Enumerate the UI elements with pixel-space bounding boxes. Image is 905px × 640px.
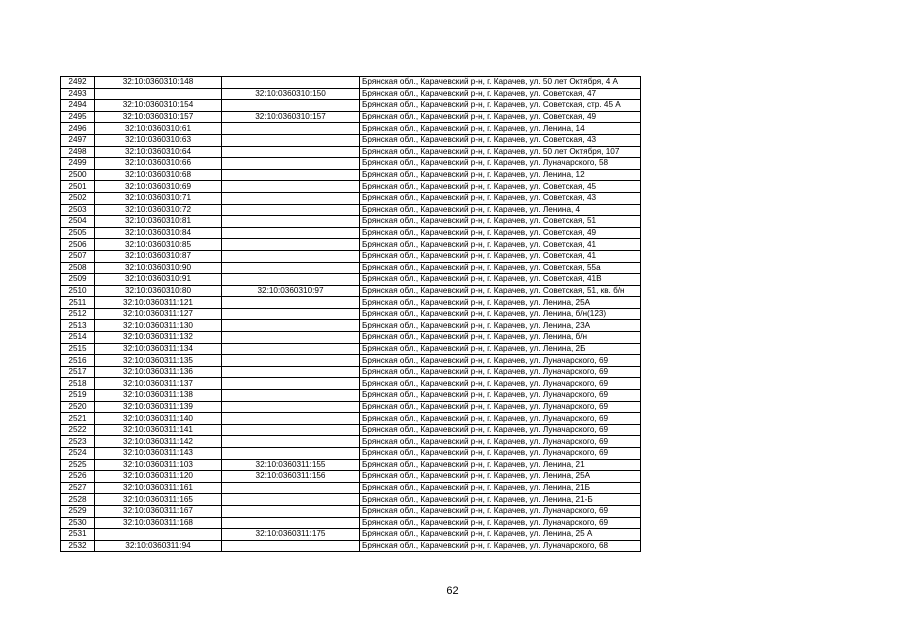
address-cell: Брянская обл., Карачевский р-н, г. Карачев, ул. Ленина, 21Б [360, 482, 641, 494]
linked-cadastral-number-cell [222, 158, 360, 170]
table-row [61, 540, 641, 552]
linked-cadastral-number-cell [222, 448, 360, 460]
cadastral-number-cell: 32:10:0360311:161 [95, 482, 222, 494]
row-number-cell: 2523 [61, 436, 95, 448]
row-number-cell: 2504 [61, 216, 95, 228]
cadastral-number-cell: 32:10:0360310:85 [95, 239, 222, 251]
table-row [61, 343, 641, 355]
table-row [61, 471, 641, 483]
row-number-cell: 2495 [61, 111, 95, 123]
address-cell: Брянская обл., Карачевский р-н, г. Карачев, ул. Луначарского, 68 [360, 540, 641, 552]
row-number-cell: 2516 [61, 355, 95, 367]
address-cell: Брянская обл., Карачевский р-н, г. Карачев, ул. Советская, 43 [360, 192, 641, 204]
linked-cadastral-number-cell [222, 216, 360, 228]
row-number-cell: 2514 [61, 332, 95, 344]
linked-cadastral-number-cell [222, 540, 360, 552]
row-number-cell: 2501 [61, 181, 95, 193]
linked-cadastral-number-cell [222, 343, 360, 355]
table-row [61, 401, 641, 413]
address-cell: Брянская обл., Карачевский р-н, г. Карачев, ул. Луначарского, 69 [360, 505, 641, 517]
table-row [61, 285, 641, 297]
cadastral-number-cell: 32:10:0360311:127 [95, 308, 222, 320]
address-cell: Брянская обл., Карачевский р-н, г. Карачев, ул. Луначарского, 58 [360, 158, 641, 170]
address-cell: Брянская обл., Карачевский р-н, г. Карачев, ул. Луначарского, 69 [360, 517, 641, 529]
table-row [61, 529, 641, 541]
table-row [61, 308, 641, 320]
cadastral-number-cell: 32:10:0360311:103 [95, 459, 222, 471]
linked-cadastral-number-cell [222, 413, 360, 425]
row-number-cell: 2532 [61, 540, 95, 552]
linked-cadastral-number-cell: 32:10:0360311:175 [222, 529, 360, 541]
table-row [61, 204, 641, 216]
cadastral-number-cell: 32:10:0360311:135 [95, 355, 222, 367]
linked-cadastral-number-cell [222, 378, 360, 390]
row-number-cell: 2515 [61, 343, 95, 355]
row-number-cell: 2531 [61, 529, 95, 541]
linked-cadastral-number-cell [222, 262, 360, 274]
row-number-cell: 2499 [61, 158, 95, 170]
table-row [61, 111, 641, 123]
cadastral-number-cell [95, 88, 222, 100]
cadastral-number-cell: 32:10:0360311:130 [95, 320, 222, 332]
cadastral-number-cell: 32:10:0360311:120 [95, 471, 222, 483]
cadastral-number-cell: 32:10:0360311:142 [95, 436, 222, 448]
address-cell: Брянская обл., Карачевский р-н, г. Карачев, ул. Луначарского, 69 [360, 436, 641, 448]
linked-cadastral-number-cell [222, 366, 360, 378]
row-number-cell: 2521 [61, 413, 95, 425]
cadastral-number-cell: 32:10:0360311:136 [95, 366, 222, 378]
linked-cadastral-number-cell [222, 436, 360, 448]
row-number-cell: 2529 [61, 505, 95, 517]
cadastral-number-cell: 32:10:0360311:94 [95, 540, 222, 552]
address-cell: Брянская обл., Карачевский р-н, г. Карачев, ул. Советская, 49 [360, 227, 641, 239]
address-cell: Брянская обл., Карачевский р-н, г. Карачев, ул. Советская, стр. 45 А [360, 100, 641, 112]
table-row [61, 378, 641, 390]
table-row [61, 505, 641, 517]
page-number: 62 [446, 585, 459, 597]
cadastral-number-cell: 32:10:0360310:71 [95, 192, 222, 204]
table-row [61, 517, 641, 529]
address-cell: Брянская обл., Карачевский р-н, г. Карачев, ул. Ленина, 4 [360, 204, 641, 216]
table-row [61, 158, 641, 170]
row-number-cell: 2522 [61, 424, 95, 436]
table-row [61, 355, 641, 367]
address-cell: Брянская обл., Карачевский р-н, г. Карачев, ул. 50 лет Октября, 107 [360, 146, 641, 158]
row-number-cell: 2510 [61, 285, 95, 297]
table-row [61, 332, 641, 344]
row-number-cell: 2493 [61, 88, 95, 100]
linked-cadastral-number-cell [222, 297, 360, 309]
cadastral-number-cell: 32:10:0360310:80 [95, 285, 222, 297]
linked-cadastral-number-cell [222, 227, 360, 239]
address-cell: Брянская обл., Карачевский р-н, г. Карачев, ул. Ленина, б/н(123) [360, 308, 641, 320]
cadastral-number-cell: 32:10:0360311:137 [95, 378, 222, 390]
cadastral-number-cell: 32:10:0360310:87 [95, 250, 222, 262]
table-row [61, 146, 641, 158]
address-cell: Брянская обл., Карачевский р-н, г. Карачев, ул. Ленина, 12 [360, 169, 641, 181]
linked-cadastral-number-cell [222, 100, 360, 112]
address-cell: Брянская обл., Карачевский р-н, г. Карачев, ул. Луначарского, 69 [360, 424, 641, 436]
linked-cadastral-number-cell [222, 424, 360, 436]
linked-cadastral-number-cell [222, 355, 360, 367]
cadastral-number-cell: 32:10:0360311:138 [95, 390, 222, 402]
row-number-cell: 2498 [61, 146, 95, 158]
linked-cadastral-number-cell: 32:10:0360311:156 [222, 471, 360, 483]
linked-cadastral-number-cell [222, 401, 360, 413]
cadastral-number-cell: 32:10:0360310:63 [95, 134, 222, 146]
table-row [61, 250, 641, 262]
address-cell: Брянская обл., Карачевский р-н, г. Карачев, ул. Советская, 55а [360, 262, 641, 274]
cadastral-number-cell: 32:10:0360311:140 [95, 413, 222, 425]
row-number-cell: 2513 [61, 320, 95, 332]
linked-cadastral-number-cell [222, 494, 360, 506]
row-number-cell: 2511 [61, 297, 95, 309]
cadastral-number-cell: 32:10:0360310:90 [95, 262, 222, 274]
address-cell: Брянская обл., Карачевский р-н, г. Карачев, ул. Луначарского, 69 [360, 378, 641, 390]
address-cell: Брянская обл., Карачевский р-н, г. Карачев, ул. Советская, 51 [360, 216, 641, 228]
row-number-cell: 2492 [61, 77, 95, 89]
table-row [61, 181, 641, 193]
linked-cadastral-number-cell [222, 332, 360, 344]
address-cell: Брянская обл., Карачевский р-н, г. Карачев, ул. Луначарского, 69 [360, 448, 641, 460]
row-number-cell: 2526 [61, 471, 95, 483]
row-number-cell: 2502 [61, 192, 95, 204]
cadastral-number-cell: 32:10:0360310:81 [95, 216, 222, 228]
row-number-cell: 2527 [61, 482, 95, 494]
table-row [61, 216, 641, 228]
cadastral-number-cell: 32:10:0360311:167 [95, 505, 222, 517]
cadastral-number-cell: 32:10:0360310:64 [95, 146, 222, 158]
row-number-cell: 2518 [61, 378, 95, 390]
address-cell: Брянская обл., Карачевский р-н, г. Карачев, ул. Ленина, 25 А [360, 529, 641, 541]
linked-cadastral-number-cell [222, 320, 360, 332]
table-row [61, 274, 641, 286]
linked-cadastral-number-cell [222, 204, 360, 216]
cadastral-number-cell [95, 529, 222, 541]
address-cell: Брянская обл., Карачевский р-н, г. Карачев, ул. Ленина, 2Б [360, 343, 641, 355]
row-number-cell: 2506 [61, 239, 95, 251]
address-cell: Брянская обл., Карачевский р-н, г. Карачев, ул. Ленина, 25А [360, 297, 641, 309]
table-row [61, 192, 641, 204]
table-row [61, 366, 641, 378]
table-row [61, 297, 641, 309]
table-row [61, 494, 641, 506]
linked-cadastral-number-cell [222, 482, 360, 494]
row-number-cell: 2494 [61, 100, 95, 112]
address-cell: Брянская обл., Карачевский р-н, г. Карачев, ул. Советская, 41 [360, 250, 641, 262]
address-cell: Брянская обл., Карачевский р-н, г. Карачев, ул. Ленина, 14 [360, 123, 641, 135]
row-number-cell: 2508 [61, 262, 95, 274]
linked-cadastral-number-cell [222, 517, 360, 529]
table-row [61, 100, 641, 112]
table-row [61, 262, 641, 274]
cadastral-number-cell: 32:10:0360310:84 [95, 227, 222, 239]
cadastral-number-cell: 32:10:0360310:69 [95, 181, 222, 193]
table-row [61, 448, 641, 460]
row-number-cell: 2525 [61, 459, 95, 471]
row-number-cell: 2505 [61, 227, 95, 239]
address-cell: Брянская обл., Карачевский р-н, г. Карачев, ул. Ленина, 21 [360, 459, 641, 471]
table-row [61, 459, 641, 471]
cadastral-number-cell: 32:10:0360311:132 [95, 332, 222, 344]
linked-cadastral-number-cell [222, 146, 360, 158]
row-number-cell: 2503 [61, 204, 95, 216]
cadastral-number-cell: 32:10:0360310:148 [95, 77, 222, 89]
row-number-cell: 2500 [61, 169, 95, 181]
address-cell: Брянская обл., Карачевский р-н, г. Карачев, ул. Советская, 41 [360, 239, 641, 251]
cadastral-number-cell: 32:10:0360311:168 [95, 517, 222, 529]
address-cell: Брянская обл., Карачевский р-н, г. Карачев, ул. Советская, 47 [360, 88, 641, 100]
row-number-cell: 2496 [61, 123, 95, 135]
linked-cadastral-number-cell [222, 134, 360, 146]
cadastral-number-cell: 32:10:0360311:141 [95, 424, 222, 436]
address-cell: Брянская обл., Карачевский р-н, г. Карачев, ул. Луначарского, 69 [360, 355, 641, 367]
address-cell: Брянская обл., Карачевский р-н, г. Карачев, ул. Советская, 41В [360, 274, 641, 286]
table-row [61, 227, 641, 239]
address-cell: Брянская обл., Карачевский р-н, г. Карачев, ул. Ленина, 21-Б [360, 494, 641, 506]
address-cell: Брянская обл., Карачевский р-н, г. Карачев, ул. Луначарского, 69 [360, 366, 641, 378]
linked-cadastral-number-cell: 32:10:0360310:97 [222, 285, 360, 297]
table-row [61, 88, 641, 100]
cadastral-number-cell: 32:10:0360310:157 [95, 111, 222, 123]
row-number-cell: 2519 [61, 390, 95, 402]
table-row [61, 169, 641, 181]
address-cell: Брянская обл., Карачевский р-н, г. Карачев, ул. Советская, 43 [360, 134, 641, 146]
row-number-cell: 2512 [61, 308, 95, 320]
linked-cadastral-number-cell [222, 192, 360, 204]
table-row [61, 482, 641, 494]
row-number-cell: 2530 [61, 517, 95, 529]
table-row [61, 123, 641, 135]
row-number-cell: 2507 [61, 250, 95, 262]
linked-cadastral-number-cell [222, 169, 360, 181]
address-cell: Брянская обл., Карачевский р-н, г. Карачев, ул. Луначарского, 69 [360, 413, 641, 425]
table-row [61, 77, 641, 89]
table-row [61, 390, 641, 402]
address-cell: Брянская обл., Карачевский р-н, г. Карачев, ул. Луначарского, 69 [360, 390, 641, 402]
table-row [61, 413, 641, 425]
linked-cadastral-number-cell [222, 239, 360, 251]
table-body [61, 77, 641, 552]
cadastral-number-cell: 32:10:0360310:72 [95, 204, 222, 216]
address-cell: Брянская обл., Карачевский р-н, г. Карачев, ул. Ленина, 23А [360, 320, 641, 332]
row-number-cell: 2497 [61, 134, 95, 146]
address-cell: Брянская обл., Карачевский р-н, г. Карачев, ул. Советская, 49 [360, 111, 641, 123]
row-number-cell: 2509 [61, 274, 95, 286]
cadastral-number-cell: 32:10:0360311:121 [95, 297, 222, 309]
address-cell: Брянская обл., Карачевский р-н, г. Карачев, ул. Советская, 45 [360, 181, 641, 193]
address-cell: Брянская обл., Карачевский р-н, г. Карачев, ул. Советская, 51, кв. б/н [360, 285, 641, 297]
linked-cadastral-number-cell [222, 77, 360, 89]
address-cell: Брянская обл., Карачевский р-н, г. Карачев, ул. Ленина, 25А [360, 471, 641, 483]
row-number-cell: 2520 [61, 401, 95, 413]
linked-cadastral-number-cell [222, 274, 360, 286]
cadastral-number-cell: 32:10:0360310:61 [95, 123, 222, 135]
linked-cadastral-number-cell: 32:10:0360310:157 [222, 111, 360, 123]
address-cell: Брянская обл., Карачевский р-н, г. Карачев, ул. 50 лет Октября, 4 А [360, 77, 641, 89]
cadastral-number-cell: 32:10:0360311:165 [95, 494, 222, 506]
table-row [61, 239, 641, 251]
cadastral-number-cell: 32:10:0360310:91 [95, 274, 222, 286]
table-row [61, 320, 641, 332]
linked-cadastral-number-cell [222, 250, 360, 262]
linked-cadastral-number-cell [222, 123, 360, 135]
address-cell: Брянская обл., Карачевский р-н, г. Карачев, ул. Луначарского, 69 [360, 401, 641, 413]
cadastral-number-cell: 32:10:0360310:66 [95, 158, 222, 170]
cadastral-number-cell: 32:10:0360311:139 [95, 401, 222, 413]
table-row [61, 424, 641, 436]
linked-cadastral-number-cell [222, 390, 360, 402]
linked-cadastral-number-cell [222, 181, 360, 193]
linked-cadastral-number-cell: 32:10:0360311:155 [222, 459, 360, 471]
cadastral-number-cell: 32:10:0360311:134 [95, 343, 222, 355]
linked-cadastral-number-cell [222, 505, 360, 517]
cadastral-number-cell: 32:10:0360311:143 [95, 448, 222, 460]
row-number-cell: 2517 [61, 366, 95, 378]
address-cell: Брянская обл., Карачевский р-н, г. Карачев, ул. Ленина, б/н [360, 332, 641, 344]
linked-cadastral-number-cell: 32:10:0360310:150 [222, 88, 360, 100]
table-row [61, 134, 641, 146]
row-number-cell: 2528 [61, 494, 95, 506]
linked-cadastral-number-cell [222, 308, 360, 320]
table-row [61, 436, 641, 448]
cadastral-number-cell: 32:10:0360310:154 [95, 100, 222, 112]
cadastral-table [60, 76, 641, 552]
cadastral-number-cell: 32:10:0360310:68 [95, 169, 222, 181]
row-number-cell: 2524 [61, 448, 95, 460]
